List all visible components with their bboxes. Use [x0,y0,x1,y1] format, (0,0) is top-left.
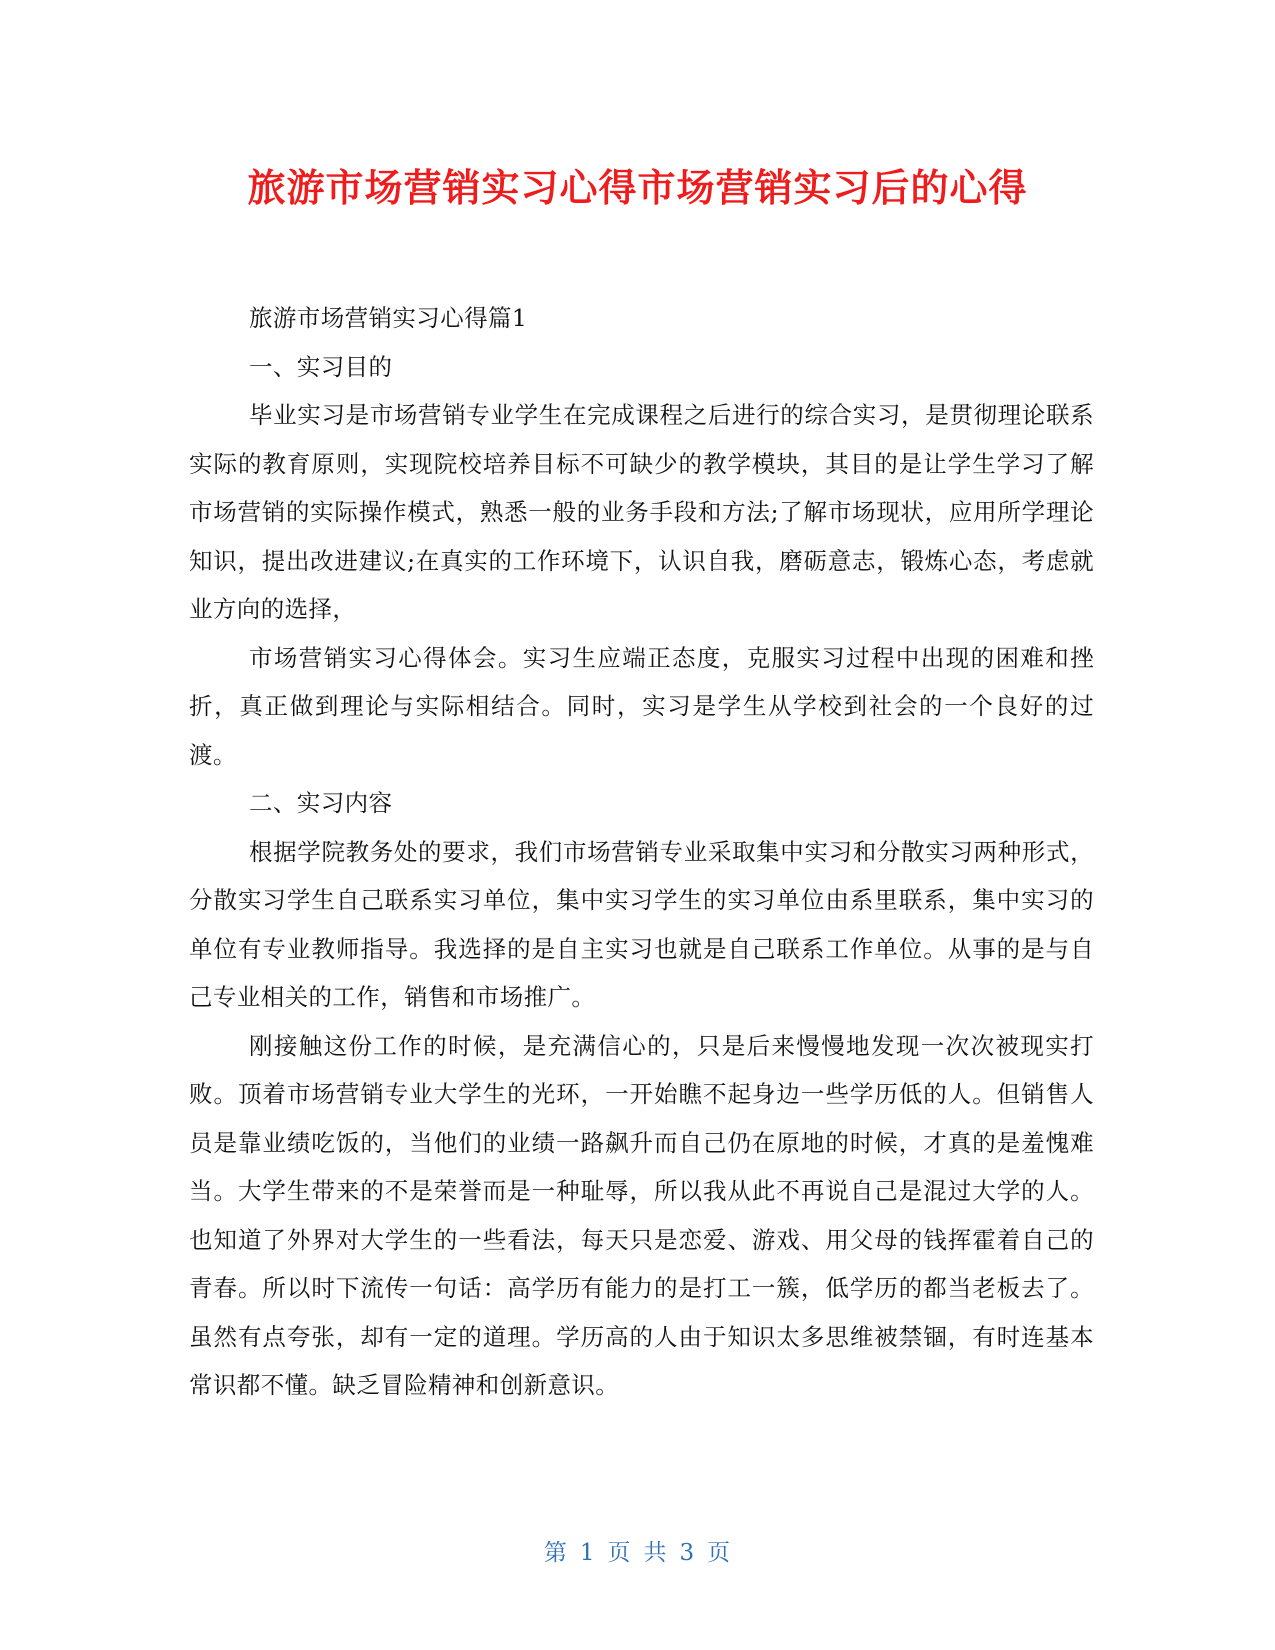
section-heading-content: 二、实习内容 [249,789,393,817]
footer-total-pages: 3 [679,1540,696,1566]
paragraph-content: 根据学院教务处的要求，我们市场营销专业采取集中实习和分散实习两种形式，分散实习学生自己联系实习单位，集中实习学生的实习单位由系里联系，集中实习的单位有专业教师指导。我选择的是自主实习也就是自己联系工作单位。从事的是与自己专业相关的工作，销售和市场推广。 [189,837,1094,1011]
section-subtitle: 旅游市场营销实习心得篇1 [249,304,528,332]
paragraph-experience: 市场营销实习心得体会。实习生应端正态度，克服实习过程中出现的困难和挫折，真正做到理论与实际相结合。同时，实习是学生从学校到社会的一个良好的过渡。 [189,643,1094,769]
footer-page-number: 1 [579,1540,596,1566]
footer-total-unit: 页 [707,1540,732,1566]
footer-total-word: 共 [643,1540,668,1566]
footer-page-word: 第 [543,1540,568,1566]
footer-page-unit: 页 [607,1540,632,1566]
document-body [189,294,1094,1410]
paragraph-purpose: 毕业实习是市场营销专业学生在完成课程之后进行的综合实习，是贯彻理论联系实际的教育原则，实现院校培养目标不可缺少的教学模块，其目的是让学生学习了解市场营销的实际操作模式，熟悉一般的业务手段和方法;了解市场现状，应用所学理论知识，提出改进建议;在真实的工作环境下，认识自我，磨砺意志，锻炼心态，考虑就业方向的选择， [189,401,1094,623]
paragraph-reflection: 刚接触这份工作的时候，是充满信心的，只是后来慢慢地发现一次次被现实打败。顶着市场营销专业大学生的光环，一开始瞧不起身边一些学历低的人。但销售人员是靠业绩吃饭的，当他们的业绩一路飙升而自己仍在原地的时候，才真的是羞愧难当。大学生带来的不是荣誉而是一种耻辱，所以我从此不再说自己是混过大学的人。也知道了外界对大学生的一些看法，每天只是恋爱、游戏、用父母的钱挥霍着自己的青春。所以时下流传一句话：高学历有能力的是打工一簇，低学历的都当老板去了。虽然有点夸张，却有一定的道理。学历高的人由于知识太多思维被禁锢，有时连基本常识都不懂。缺乏冒险精神和创新意识。 [189,1031,1094,1399]
page-footer [0,1537,1275,1569]
section-heading-purpose: 一、实习目的 [249,352,393,381]
document-title: 旅游市场营销实习心得市场营销实习后的心得 [247,166,1028,210]
